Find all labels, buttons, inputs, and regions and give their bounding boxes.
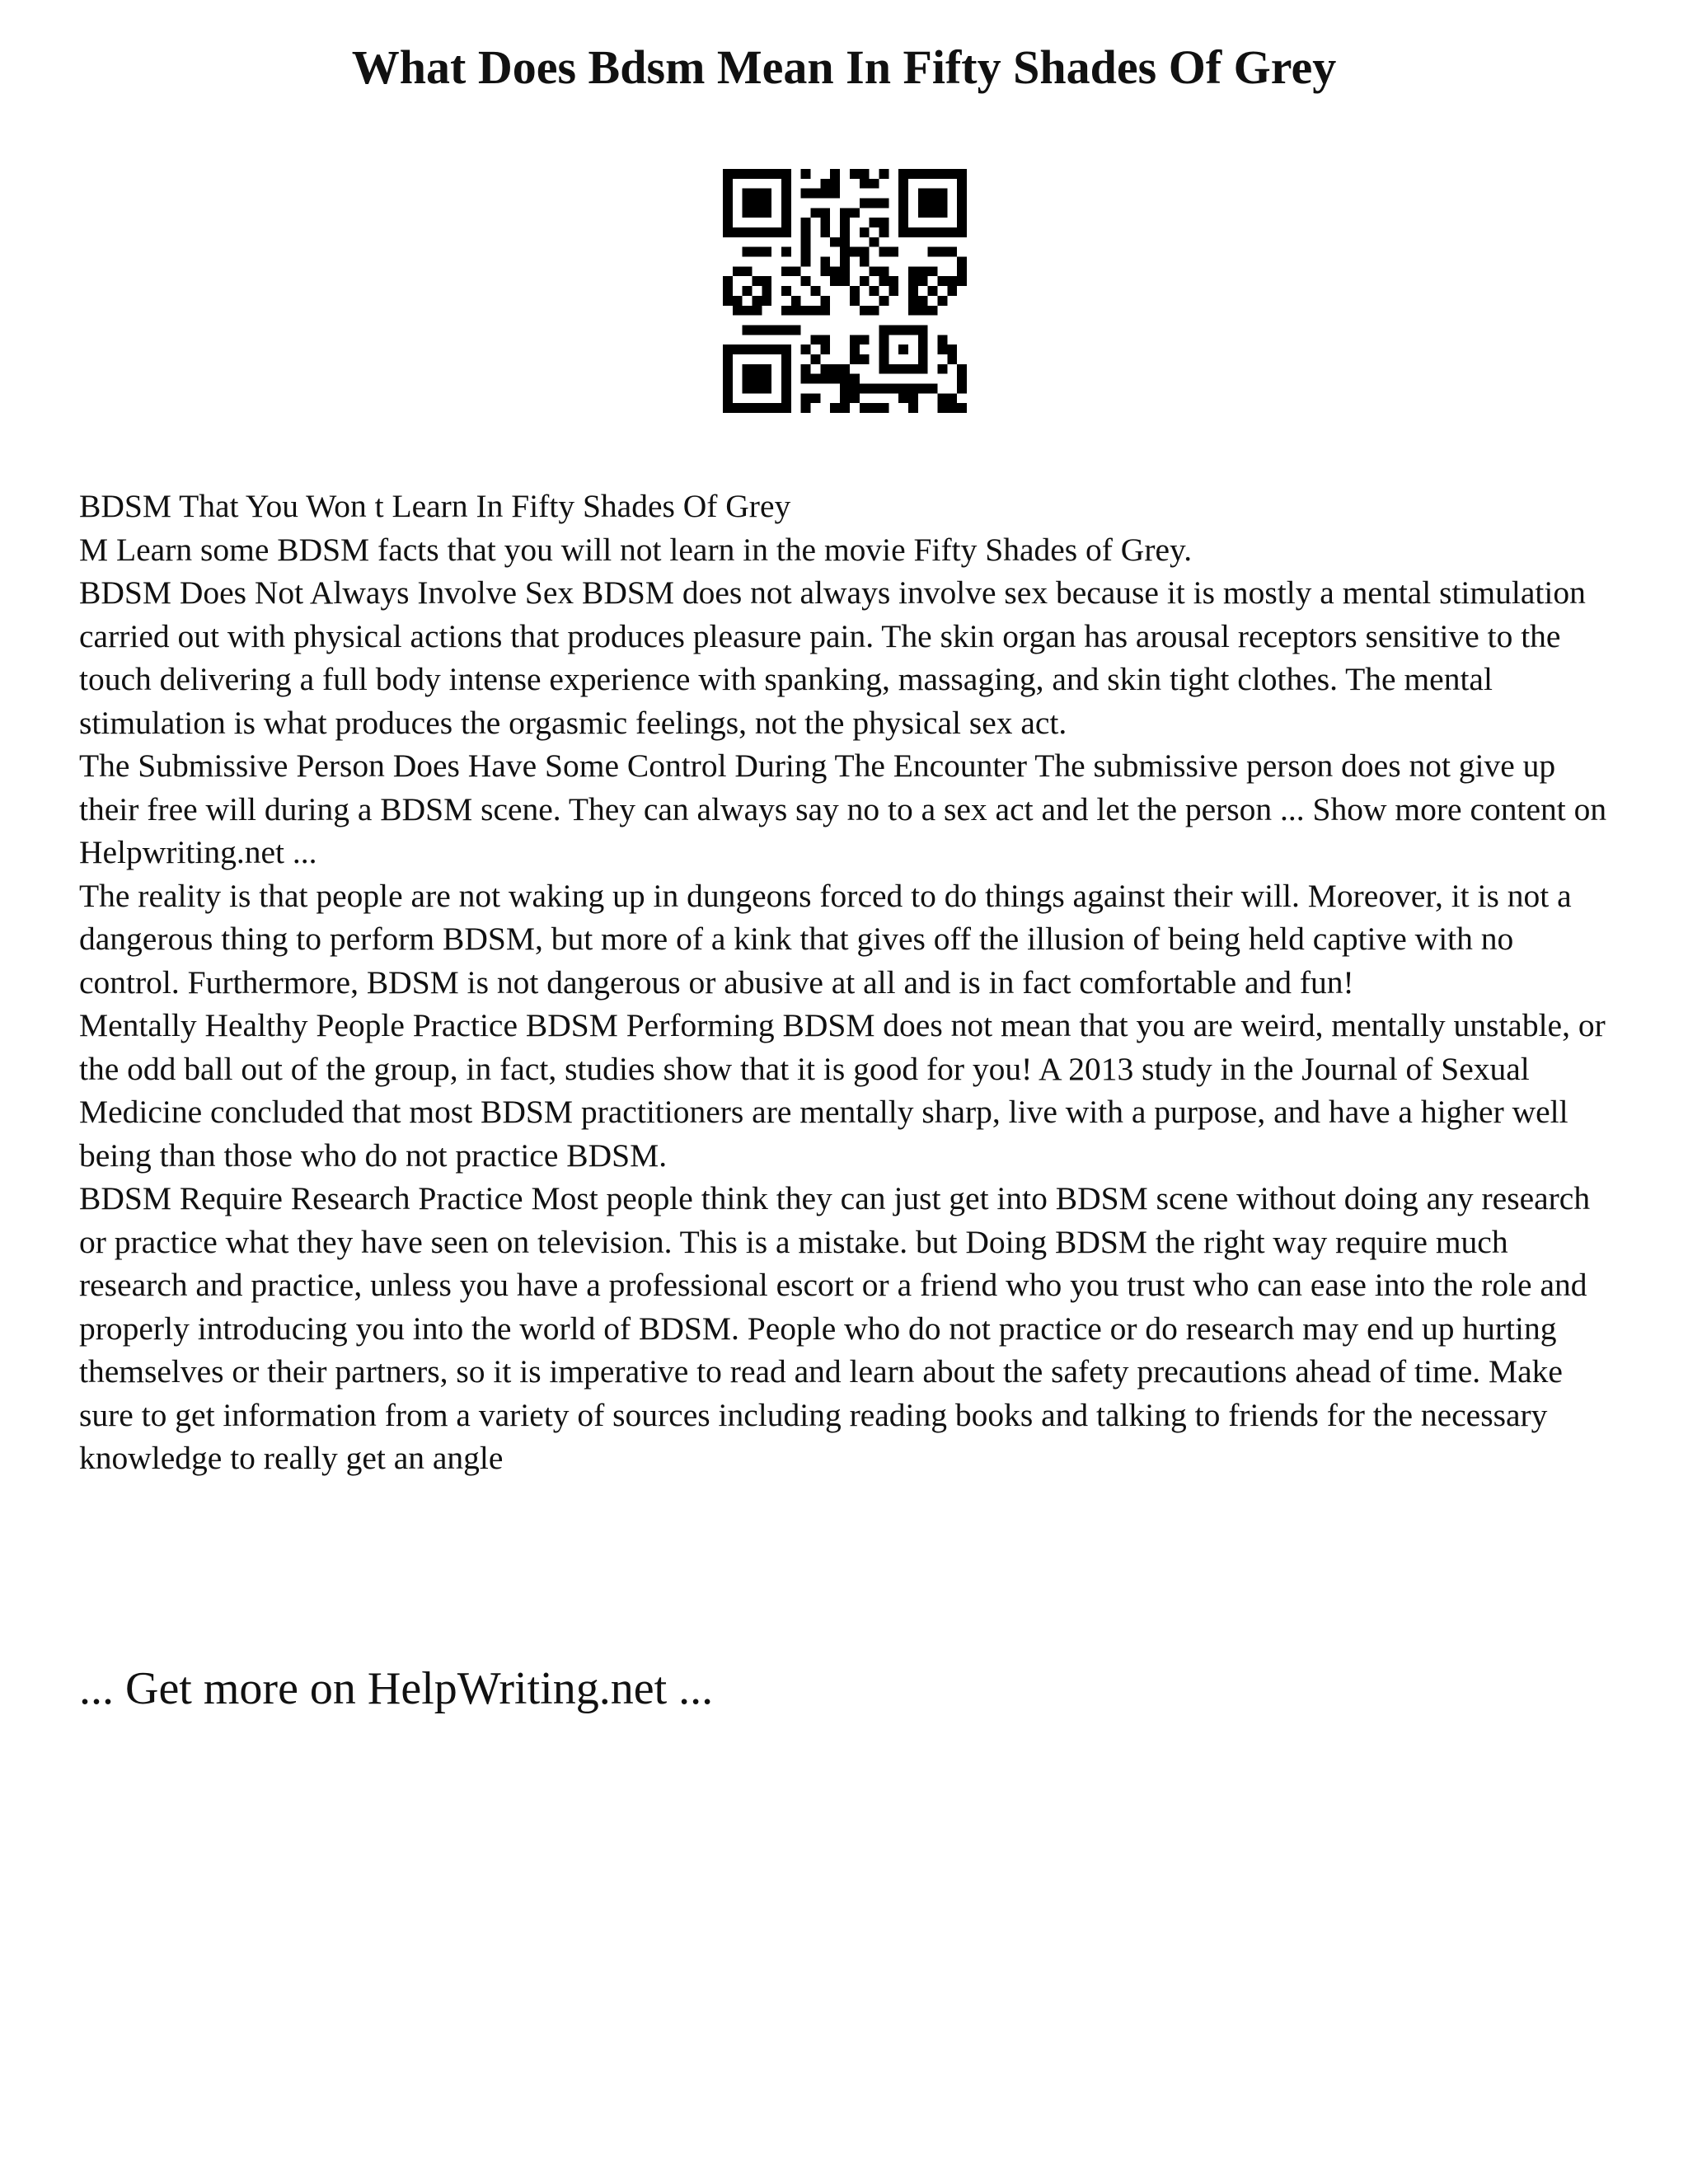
article-paragraph: Mentally Healthy People Practice BDSM Performing BDSM does not mean that you are weird, mentally unstable, or the odd ball out of the group, in fact, studies show that it is good for you! A 2013 study in the Journal of Sexual Medicine concluded that most BDSM practitioners are mentally sharp, live with a purpose, and have a higher well being than those who do not practice BDSM.: [79, 1007, 1606, 1174]
article-paragraph: BDSM That You Won t Learn In Fifty Shades Of Grey: [79, 488, 791, 524]
article-paragraph: M Learn some BDSM facts that you will not learn in the movie Fifty Shades of Grey.: [79, 531, 1193, 568]
article-body: [79, 485, 1620, 1480]
article-paragraph: The Submissive Person Does Have Some Control During The Encounter The submissive person does not give up their free will during a BDSM scene. They can always say no to a sex act and let the person ... Show more content on Helpwriting.net ...: [79, 748, 1607, 870]
page-title: What Does Bdsm Mean In Fifty Shades Of Grey: [351, 40, 1337, 94]
article-paragraph: The reality is that people are not waking up in dungeons forced to do things against their will. Moreover, it is not a dangerous thing to perform BDSM, but more of a kink that gives off the illusion of being held captive with no control. Furthermore, BDSM is not dangerous or abusive at all and is in fact comfortable and fun!: [79, 877, 1572, 1001]
qr-code-icon: [723, 169, 967, 413]
helpwriting-link[interactable]: ... Get more on HelpWriting.net ...: [79, 1663, 714, 1714]
article-paragraph: BDSM Does Not Always Involve Sex BDSM does not always involve sex because it is mostly a mental stimulation carried out with physical actions that produces pleasure pain. The skin organ has arousal receptors sensitive to the touch delivering a full body intense experience with spanking, massaging, and skin tight clothes. The mental stimulation is what produces the orgasmic feelings, not the physical sex act.: [79, 574, 1586, 741]
qr-code-icon: [723, 169, 967, 413]
article-paragraph: BDSM Require Research Practice Most people think they can just get into BDSM scene without doing any research or practice what they have seen on television. This is a mistake. but Doing BDSM the right way require much research and practice, unless you have a professional escort or a friend who you trust who can ease into the role and properly introducing you into the world of BDSM. People who do not practice or do research may end up hurting themselves or their partners, so it is imperative to read and learn about the safety precautions ahead of time. Make sure to get information from a variety of sources including reading books and talking to friends for the necessary knowledge to really get an angle: [79, 1180, 1591, 1476]
